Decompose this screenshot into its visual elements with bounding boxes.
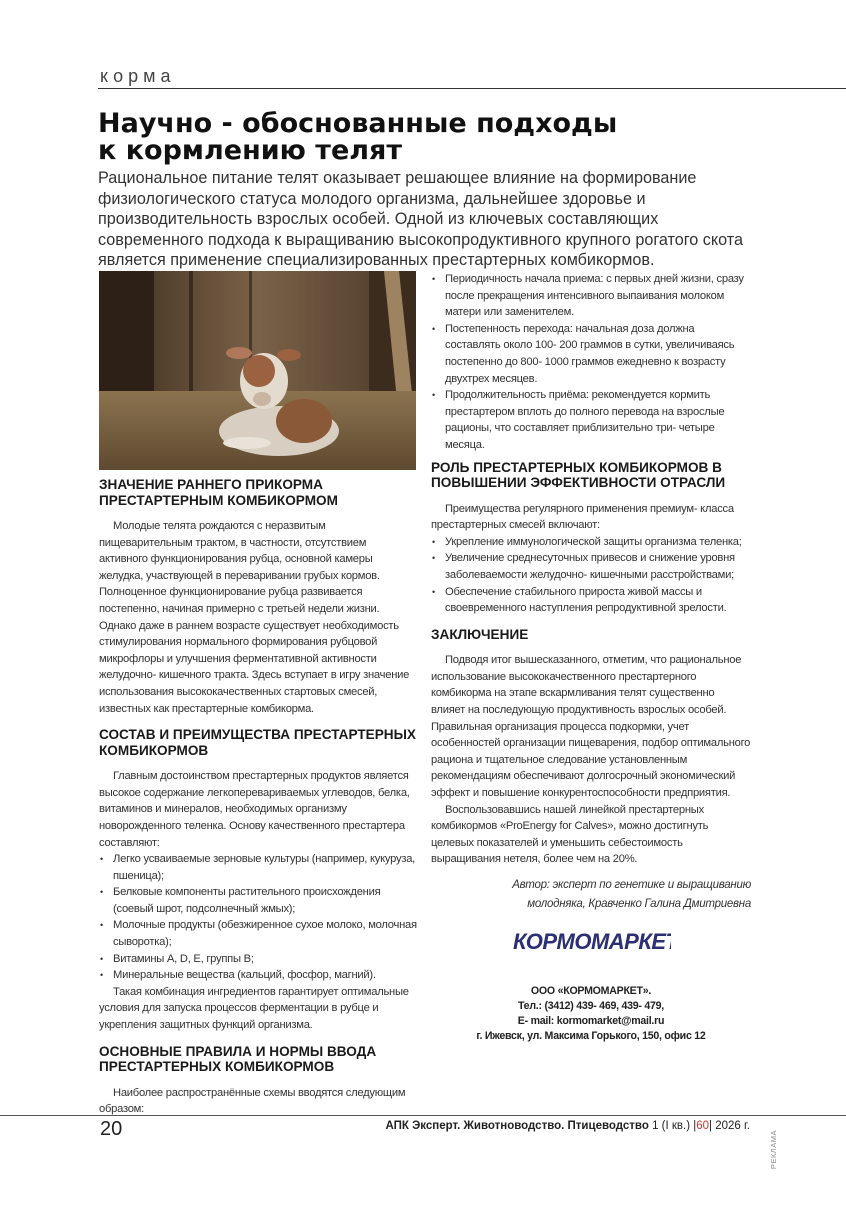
article-title: [98, 110, 738, 164]
list-item: • Укрепление иммунологической защиты организма теленка;: [431, 534, 751, 551]
right-column: [431, 271, 751, 1044]
list-item: • Периодичность начала приема: с первых дней жизни, сразу после прекращения интенсивного выпаивания молоком матери или заменителем.: [431, 271, 751, 321]
paragraph: Главным достоинством престартерных продуктов является высокое содержание легкоперевариваемых углеводов, белка, витаминов и минералов, необходимых организму новорожденного теленка. Основу качественного престартера составляют:: [99, 770, 410, 849]
section-label: корма: [100, 66, 176, 86]
title-line-1: Научно - обоснованные подходы: [98, 108, 618, 139]
paragraph: Такая комбинация ингредиентов гарантирует оптимальные условия для запуска процессов ферментации в рубце и укрепления защитных функций организма.: [99, 985, 409, 1032]
address: г. Ижевск, ул. Максима Горького, 150, офис 12: [476, 1030, 706, 1043]
author-line-1: Автор: эксперт по генетике и выращиванию: [512, 878, 751, 891]
list-item: • Обеспечение стабильного прироста живой массы и своевременного наступления репродуктивной зрелости.: [431, 584, 751, 617]
ingredient-list: [99, 851, 417, 984]
list-item: • Продолжительность приёма: рекомендуется кормить престартером вплоть до полного перевода на взрослые рационы, что составляет приблизительно три- четыре месяца.: [431, 387, 751, 453]
company-name: ООО «КОРМОМАРКЕТ».: [530, 984, 652, 997]
list-item: • Молочные продукты (обезжиренное сухое молоко, молочная сыворотка);: [99, 917, 417, 950]
paragraph: Подводя итог вышесказанного, отметим, что рациональное использование высококачественного престартерного комбикорма на этапе вскармливания телят существенно влияет на последующую продуктивность взрослых особей. Правильная организация процесса подкормки, учет особенностей организации пищеварения, подбор оптимального рациона и тщательное следование установленным рекомендациям обеспечивают долгосрочный экономический эффект и повышение конкурентоспособности предприятия.: [431, 654, 751, 799]
heading-conclusion: ЗАКЛЮЧЕНИЕ: [431, 626, 529, 642]
lead-paragraph: Рациональное питание телят оказывает решающее влияние на формирование физиологического статуса молодого организма, дальнейшее здоровье и производительность взрослых особей. Одной из ключевых составляющих современного подхода к выращиванию высокопродуктивного крупного рогатого скота является применение специализированных престартерных комбикормов.: [98, 169, 744, 269]
contacts-block: [431, 984, 751, 1045]
issue: 1 (I кв.) |: [652, 1120, 697, 1132]
list-item: • Витамины A, D, E, группы B;: [99, 951, 417, 968]
author-line-2: молодняка, Кравченко Галина Дмитриевна: [527, 897, 751, 910]
journal-footer: [385, 1120, 750, 1132]
paragraph: Наиболее распространённые схемы вводятся следующим образом:: [99, 1086, 406, 1116]
heading-role: РОЛЬ ПРЕСТАРТЕРНЫХ КОМБИКОРМОВ В ПОВЫШЕНИИ ЭФФЕКТИВНОСТИ ОТРАСЛИ: [431, 459, 726, 491]
paragraph: Воспользовавшись нашей линейкой престартерных комбикормов «ProEnergy for Calves», можно достигнуть целевых показателей и уменьшить себестоимость выращивания нетеля, более чем на 20%.: [431, 803, 709, 866]
heading-early-feeding: ЗНАЧЕНИЕ РАННЕГО ПРИКОРМА ПРЕСТАРТЕРНЫМ КОМБИКОРМОМ: [99, 477, 338, 508]
bottom-divider: [0, 1115, 846, 1116]
journal-name: АПК Эксперт. Животноводство. Птицеводство: [385, 1120, 649, 1132]
year: | 2026 г.: [709, 1120, 750, 1132]
kormomarket-logo: [511, 926, 671, 956]
heading-composition: СОСТАВ И ПРЕИМУЩЕСТВА ПРЕСТАРТЕРНЫХ КОМБИКОРМОВ: [99, 727, 416, 758]
top-divider: [98, 88, 846, 89]
issue-number: 60: [696, 1120, 710, 1132]
paragraph: Преимущества регулярного применения премиум- класса престартерных смесей включают:: [431, 502, 734, 532]
author-credit: [431, 876, 751, 914]
calf-photo: [99, 271, 416, 470]
title-line-2: к кормлению телят: [98, 135, 403, 166]
advertising-label: РЕКЛАМА: [769, 1130, 778, 1170]
list-item: • Минеральные вещества (кальций, фосфор, магний).: [99, 967, 417, 984]
email: E- mail: kormomarket@mail.ru: [517, 1014, 665, 1027]
list-item: • Постепенность перехода: начальная доза должна составлять около 100- 200 граммов в сутки, увеличиваясь постепенно до 800- 1000 граммов ежедневно к возрасту двухтрех месяцев.: [431, 321, 751, 387]
left-column: [99, 477, 417, 1118]
benefits-list: [431, 534, 751, 617]
svg-text:КОРМОМАРКЕТ: КОРМОМАРКЕТ: [513, 928, 671, 954]
heading-rules: ОСНОВНЫЕ ПРАВИЛА И НОРМЫ ВВОДА ПРЕСТАРТЕРНЫХ КОМБИКОРМОВ: [99, 1043, 377, 1075]
paragraph: Молодые телята рождаются с неразвитым пищеварительным трактом, в частности, отсутствием активного функционирования рубца, основной камеры желудка, участвующей в переваривании грубых кормов. Полноценное функционирование рубца развивается постепенно, начиная примерно с третьей недели жизни. Однако даже в раннем возрасте существует необходимость стимулирования нормального формирования рубцовой микрофлоры и улучшения ферментативной активности желудочно- кишечного тракта. Здесь вступает в игру значение использования высококачественных стартовых смесей, известных как престартерные комбикорма.: [99, 520, 410, 715]
list-item: • Увеличение среднесуточных привесов и снижение уровня заболеваемости желудочно- кишечными расстройствами;: [431, 550, 751, 583]
phone: Тел.: (3412) 439- 469, 439- 479,: [517, 999, 665, 1012]
list-item: • Белковые компоненты растительного происхождения (соевый шрот, подсолнечный жмых);: [99, 884, 417, 917]
schedule-list: [431, 271, 751, 454]
page-number: 20: [100, 1118, 123, 1140]
list-item: • Легко усваиваемые зерновые культуры (например, кукуруза, пшеница);: [99, 851, 417, 884]
